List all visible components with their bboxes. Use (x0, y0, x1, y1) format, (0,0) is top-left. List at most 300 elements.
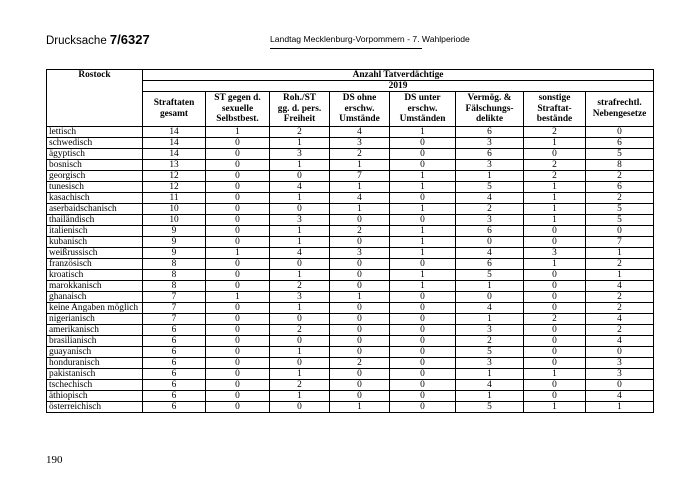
value-cell: 1 (270, 225, 330, 236)
value-cell: 0 (270, 258, 330, 269)
value-cell: 0 (270, 170, 330, 181)
column-header-line: bestände (536, 114, 573, 124)
value-cell: 3 (270, 148, 330, 159)
value-cell: 12 (143, 170, 206, 181)
column-header-line: erschw. (407, 103, 438, 114)
value-cell: 1 (270, 269, 330, 280)
value-cell: 2 (270, 379, 330, 390)
value-cell: 0 (206, 192, 270, 203)
value-cell: 0 (390, 335, 456, 346)
value-cell: 6 (143, 401, 206, 412)
value-cell: 0 (390, 357, 456, 368)
value-cell: 4 (456, 379, 524, 390)
value-cell: 1 (524, 192, 586, 203)
value-cell: 1 (390, 181, 456, 192)
value-cell: 1 (270, 346, 330, 357)
value-cell: 8 (586, 159, 654, 170)
value-cell: 0 (390, 379, 456, 390)
value-cell: 4 (270, 247, 330, 258)
table-row (47, 291, 654, 302)
document-number (46, 32, 150, 47)
nationality-cell: kubanisch (47, 236, 143, 247)
value-cell: 6 (456, 126, 524, 137)
nationality-cell: ägyptisch (47, 148, 143, 159)
value-cell: 8 (143, 280, 206, 291)
year-header: 2019 (143, 81, 654, 92)
value-cell: 7 (143, 313, 206, 324)
table-row (47, 247, 654, 258)
value-cell: 0 (524, 335, 586, 346)
value-cell: 3 (456, 357, 524, 368)
value-cell: 2 (586, 302, 654, 313)
value-cell: 0 (524, 225, 586, 236)
value-cell: 1 (270, 137, 330, 148)
column-header-line: gesamt (159, 108, 189, 119)
value-cell: 0 (330, 258, 390, 269)
value-cell: 1 (390, 269, 456, 280)
value-cell: 0 (206, 313, 270, 324)
value-cell: 1 (456, 368, 524, 379)
value-cell: 2 (524, 159, 586, 170)
value-cell: 0 (390, 346, 456, 357)
value-cell: 0 (390, 313, 456, 324)
value-cell: 11 (143, 192, 206, 203)
nationality-cell: ghanaisch (47, 291, 143, 302)
value-cell: 1 (524, 137, 586, 148)
value-cell: 0 (524, 148, 586, 159)
value-cell: 0 (390, 291, 456, 302)
value-cell: 5 (456, 401, 524, 412)
value-cell: 1 (524, 401, 586, 412)
table-row (47, 192, 654, 203)
value-cell: 0 (206, 159, 270, 170)
value-cell: 0 (390, 192, 456, 203)
value-cell: 9 (143, 247, 206, 258)
value-cell: 0 (330, 214, 390, 225)
value-cell: 2 (456, 335, 524, 346)
value-cell: 1 (524, 368, 586, 379)
value-cell: 1 (270, 159, 330, 170)
value-cell: 1 (586, 269, 654, 280)
value-cell: 4 (456, 192, 524, 203)
value-cell: 14 (143, 137, 206, 148)
nationality-cell: schwedisch (47, 137, 143, 148)
value-cell: 1 (206, 291, 270, 302)
value-cell: 12 (143, 181, 206, 192)
table-row (47, 203, 654, 214)
value-cell: 2 (524, 126, 586, 137)
value-cell: 0 (390, 302, 456, 313)
value-cell: 7 (143, 302, 206, 313)
value-cell: 9 (143, 225, 206, 236)
value-cell: 0 (524, 390, 586, 401)
value-cell: 1 (390, 203, 456, 214)
value-cell: 0 (330, 269, 390, 280)
value-cell: 3 (524, 247, 586, 258)
value-cell: 0 (390, 324, 456, 335)
value-cell: 0 (206, 335, 270, 346)
value-cell: 6 (456, 258, 524, 269)
column-header-line: Straftaten (153, 98, 195, 109)
table-row (47, 126, 654, 137)
value-cell: 0 (270, 313, 330, 324)
table-row (47, 379, 654, 390)
value-cell: 0 (270, 335, 330, 346)
table-row (47, 357, 654, 368)
value-cell: 0 (524, 280, 586, 291)
suspects-table (46, 69, 654, 413)
value-cell: 3 (456, 137, 524, 148)
value-cell: 1 (390, 280, 456, 291)
value-cell: 10 (143, 203, 206, 214)
value-cell: 1 (270, 236, 330, 247)
value-cell: 7 (143, 291, 206, 302)
table-row (47, 170, 654, 181)
column-header (586, 92, 654, 127)
value-cell: 3 (456, 214, 524, 225)
value-cell: 1 (330, 401, 390, 412)
nationality-cell: tschechisch (47, 379, 143, 390)
value-cell: 0 (206, 280, 270, 291)
column-header (524, 92, 586, 127)
value-cell: 0 (206, 170, 270, 181)
column-header-line: Fälschungs- (465, 103, 514, 114)
value-cell: 0 (206, 390, 270, 401)
table-row (47, 324, 654, 335)
value-cell: 3 (330, 247, 390, 258)
column-header-line: Vermög. & (467, 93, 512, 103)
value-cell: 0 (524, 357, 586, 368)
nationality-cell: honduranisch (47, 357, 143, 368)
column-header-line: Straftat- (537, 103, 572, 114)
value-cell: 0 (206, 203, 270, 214)
value-cell: 2 (586, 324, 654, 335)
value-cell: 0 (586, 346, 654, 357)
column-header-line: strafrechtl. (597, 98, 642, 109)
value-cell: 1 (524, 203, 586, 214)
value-cell: 0 (390, 159, 456, 170)
value-cell: 9 (143, 236, 206, 247)
value-cell: 6 (586, 181, 654, 192)
column-header (206, 92, 270, 127)
value-cell: 0 (586, 379, 654, 390)
parliament-title: Landtag Mecklenburg-Vorpommern - 7. Wahlperiode (270, 34, 470, 44)
value-cell: 6 (143, 368, 206, 379)
nationality-cell: österreichisch (47, 401, 143, 412)
table-row (47, 269, 654, 280)
value-cell: 0 (456, 236, 524, 247)
value-cell: 2 (586, 170, 654, 181)
value-cell: 0 (524, 302, 586, 313)
column-header-line: gg. d. pers. (277, 103, 322, 114)
column-header-line: Freiheit (283, 114, 316, 124)
value-cell: 8 (143, 258, 206, 269)
value-cell: 0 (270, 357, 330, 368)
value-cell: 1 (586, 247, 654, 258)
value-cell: 3 (270, 291, 330, 302)
table-row (47, 313, 654, 324)
value-cell: 0 (390, 137, 456, 148)
value-cell: 4 (330, 126, 390, 137)
table-row (47, 148, 654, 159)
value-cell: 4 (586, 335, 654, 346)
value-cell: 0 (206, 236, 270, 247)
value-cell: 13 (143, 159, 206, 170)
value-cell: 1 (270, 390, 330, 401)
value-cell: 0 (524, 291, 586, 302)
column-header-line: sexuelle (221, 103, 254, 114)
value-cell: 5 (456, 181, 524, 192)
value-cell: 0 (206, 225, 270, 236)
column-header-line: delikte (475, 114, 504, 124)
table-row (47, 225, 654, 236)
nationality-cell: pakistanisch (47, 368, 143, 379)
nationality-cell: bosnisch (47, 159, 143, 170)
value-cell: 1 (524, 181, 586, 192)
value-cell: 4 (456, 247, 524, 258)
value-cell: 1 (390, 126, 456, 137)
value-cell: 6 (143, 346, 206, 357)
table-row (47, 346, 654, 357)
value-cell: 2 (270, 324, 330, 335)
table-row (47, 258, 654, 269)
value-cell: 4 (270, 181, 330, 192)
value-cell: 1 (524, 214, 586, 225)
value-cell: 0 (206, 368, 270, 379)
nationality-cell: italienisch (47, 225, 143, 236)
value-cell: 0 (524, 346, 586, 357)
value-cell: 1 (206, 126, 270, 137)
value-cell: 5 (586, 214, 654, 225)
value-cell: 0 (330, 335, 390, 346)
nationality-cell: brasilianisch (47, 335, 143, 346)
column-header-line: ST gegen d. (214, 93, 261, 103)
value-cell: 3 (270, 214, 330, 225)
value-cell: 14 (143, 126, 206, 137)
value-cell: 6 (143, 379, 206, 390)
table-row (47, 390, 654, 401)
header-rule (270, 48, 422, 49)
nationality-cell: nigerianisch (47, 313, 143, 324)
value-cell: 6 (586, 137, 654, 148)
value-cell: 3 (330, 137, 390, 148)
value-cell: 1 (390, 170, 456, 181)
value-cell: 2 (330, 148, 390, 159)
value-cell: 0 (586, 126, 654, 137)
column-header (270, 92, 330, 127)
value-cell: 2 (330, 225, 390, 236)
value-cell: 0 (206, 137, 270, 148)
value-cell: 2 (524, 313, 586, 324)
document-label: Drucksache (46, 35, 110, 47)
value-cell: 14 (143, 148, 206, 159)
value-cell: 6 (143, 335, 206, 346)
column-header-line: Selbstbest. (216, 114, 259, 124)
column-header-line: Nebengesetze (592, 108, 647, 119)
value-cell: 1 (330, 291, 390, 302)
nationality-cell: weißrussisch (47, 247, 143, 258)
value-cell: 1 (206, 247, 270, 258)
table-row (47, 335, 654, 346)
value-cell: 2 (270, 126, 330, 137)
value-cell: 4 (586, 313, 654, 324)
value-cell: 2 (456, 203, 524, 214)
value-cell: 0 (206, 346, 270, 357)
column-header (143, 92, 206, 127)
value-cell: 6 (456, 225, 524, 236)
value-cell: 1 (330, 159, 390, 170)
value-cell: 2 (330, 357, 390, 368)
table-row (47, 280, 654, 291)
nationality-cell: thailändisch (47, 214, 143, 225)
value-cell: 6 (143, 324, 206, 335)
value-cell: 0 (206, 258, 270, 269)
value-cell: 0 (524, 269, 586, 280)
column-header-line: sonstige (538, 93, 571, 103)
table-row (47, 214, 654, 225)
value-cell: 0 (330, 313, 390, 324)
value-cell: 6 (143, 357, 206, 368)
value-cell: 4 (330, 192, 390, 203)
table-row (47, 159, 654, 170)
value-cell: 0 (330, 379, 390, 390)
value-cell: 0 (390, 148, 456, 159)
value-cell: 0 (270, 401, 330, 412)
nationality-cell: tunesisch (47, 181, 143, 192)
value-cell: 1 (390, 225, 456, 236)
column-header-line: erschw. (344, 103, 375, 114)
value-cell: 0 (330, 324, 390, 335)
value-cell: 2 (524, 170, 586, 181)
value-cell: 3 (456, 159, 524, 170)
value-cell: 5 (586, 148, 654, 159)
column-header-line: Umstände (339, 114, 380, 124)
nationality-cell: aserbaidschanisch (47, 203, 143, 214)
table-row (47, 236, 654, 247)
value-cell: 1 (330, 181, 390, 192)
value-cell: 0 (206, 379, 270, 390)
value-cell: 0 (330, 368, 390, 379)
value-cell: 4 (586, 280, 654, 291)
value-cell: 0 (330, 302, 390, 313)
value-cell: 5 (586, 203, 654, 214)
value-cell: 0 (206, 401, 270, 412)
value-cell: 0 (330, 390, 390, 401)
column-header-line: Umständen (399, 114, 446, 124)
nationality-cell: lettisch (47, 126, 143, 137)
nationality-cell: keine Angaben möglich (47, 302, 143, 313)
nationality-cell: amerikanisch (47, 324, 143, 335)
value-cell: 0 (390, 401, 456, 412)
value-cell: 0 (586, 225, 654, 236)
page-number: 190 (46, 454, 63, 466)
value-cell: 0 (390, 368, 456, 379)
value-cell: 3 (586, 368, 654, 379)
value-cell: 2 (586, 192, 654, 203)
value-cell: 1 (456, 313, 524, 324)
value-cell: 10 (143, 214, 206, 225)
value-cell: 1 (456, 170, 524, 181)
value-cell: 0 (206, 302, 270, 313)
value-cell: 1 (270, 368, 330, 379)
value-cell: 0 (206, 324, 270, 335)
table-row (47, 137, 654, 148)
value-cell: 1 (586, 401, 654, 412)
value-cell: 0 (524, 379, 586, 390)
value-cell: 1 (270, 192, 330, 203)
value-cell: 1 (390, 236, 456, 247)
value-cell: 2 (586, 291, 654, 302)
value-cell: 2 (586, 258, 654, 269)
table-body (47, 126, 654, 412)
table-row (47, 181, 654, 192)
value-cell: 0 (330, 280, 390, 291)
value-cell: 0 (206, 148, 270, 159)
value-cell: 2 (270, 280, 330, 291)
document-number-value: 7/6327 (109, 32, 150, 47)
nationality-cell: kasachisch (47, 192, 143, 203)
value-cell: 1 (456, 390, 524, 401)
value-cell: 1 (270, 302, 330, 313)
value-cell: 0 (206, 181, 270, 192)
value-cell: 5 (456, 346, 524, 357)
table-row (47, 368, 654, 379)
nationality-cell: französisch (47, 258, 143, 269)
value-cell: 8 (143, 269, 206, 280)
value-cell: 1 (390, 247, 456, 258)
column-header-line: Roh./ST (282, 93, 317, 103)
value-cell: 6 (456, 148, 524, 159)
column-header-line: DS ohne (342, 93, 377, 103)
nationality-cell: georgisch (47, 170, 143, 181)
value-cell: 0 (456, 291, 524, 302)
value-cell: 0 (206, 269, 270, 280)
value-cell: 0 (330, 236, 390, 247)
nationality-cell: guayanisch (47, 346, 143, 357)
value-cell: 4 (456, 302, 524, 313)
value-cell: 6 (143, 390, 206, 401)
value-cell: 0 (390, 258, 456, 269)
table-row (47, 302, 654, 313)
value-cell: 0 (330, 346, 390, 357)
value-cell: 4 (586, 390, 654, 401)
group-header: Anzahl Tatverdächtige (143, 70, 654, 81)
table-row (47, 401, 654, 412)
region-header: Rostock (47, 70, 143, 127)
column-header (390, 92, 456, 127)
value-cell: 7 (330, 170, 390, 181)
column-header (456, 92, 524, 127)
value-cell: 7 (586, 236, 654, 247)
value-cell: 1 (456, 280, 524, 291)
column-header-line: DS unter (404, 93, 441, 103)
value-cell: 0 (206, 214, 270, 225)
value-cell: 0 (270, 203, 330, 214)
value-cell: 1 (524, 258, 586, 269)
value-cell: 1 (330, 203, 390, 214)
nationality-cell: äthiopisch (47, 390, 143, 401)
value-cell: 0 (390, 390, 456, 401)
value-cell: 0 (524, 236, 586, 247)
nationality-cell: kroatisch (47, 269, 143, 280)
column-header (330, 92, 390, 127)
value-cell: 3 (586, 357, 654, 368)
value-cell: 5 (456, 269, 524, 280)
nationality-cell: marokkanisch (47, 280, 143, 291)
value-cell: 0 (524, 324, 586, 335)
value-cell: 3 (456, 324, 524, 335)
value-cell: 0 (390, 214, 456, 225)
